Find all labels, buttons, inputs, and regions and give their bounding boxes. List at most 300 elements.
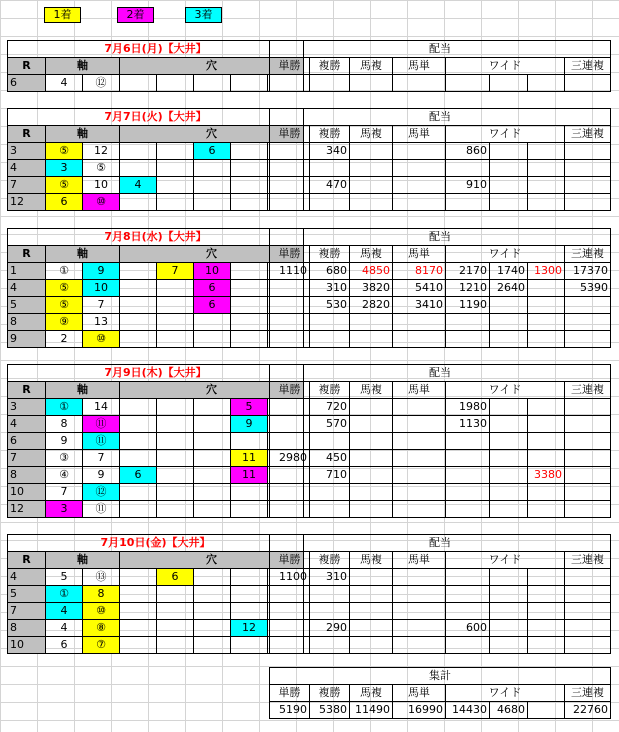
payout-cell [528,620,565,637]
hole-pick-cell [120,501,157,518]
hole-pick-cell [231,331,268,348]
payout-header: 単勝 [270,382,310,399]
payout-row [270,484,611,501]
payout-header: 馬単 [393,58,446,75]
hole-pick-cell [231,586,268,603]
race-row [8,501,304,518]
payout-header: 三連複 [565,246,611,263]
payout-cell [393,143,446,160]
payout-cell [565,314,611,331]
payout-cell: 290 [310,620,350,637]
hole-pick-cell: 9 [231,416,268,433]
payout-cell: 470 [310,177,350,194]
axis-pick-cell: 7 [83,450,120,467]
hole-pick-cell [231,160,268,177]
axis-pick-cell: 6 [46,637,83,654]
hole-pick-cell [194,484,231,501]
payout-cell [270,143,310,160]
payout-header: 複勝 [310,382,350,399]
payout-header: 単勝 [270,246,310,263]
payout-header: 馬単 [393,382,446,399]
payout-cell [350,569,393,586]
payout-cell [310,501,350,518]
payout-cell [528,297,565,314]
payout-cell [310,586,350,603]
payout-cell [393,484,446,501]
race-number: 1 [8,263,46,280]
payout-cell [270,314,310,331]
race-row [8,433,304,450]
payout-cell [350,177,393,194]
payout-cell [393,620,446,637]
payout-cell [270,297,310,314]
axis-pick-cell: ③ [46,450,83,467]
axis-pick-cell: 8 [83,586,120,603]
payout-cell [446,586,490,603]
payout-row [270,637,611,654]
payout-header: 単勝 [270,552,310,569]
totals-header: 馬単 [393,685,446,702]
axis-pick-cell: 3 [46,160,83,177]
payout-cell [270,75,310,92]
payout-cell [565,467,611,484]
payout-cell [350,143,393,160]
race-number: 7 [8,450,46,467]
hole-pick-cell [231,569,268,586]
hole-pick-cell: 6 [194,297,231,314]
payout-cell [490,194,528,211]
hole-pick-cell [194,314,231,331]
payout-row [270,177,611,194]
legend-first: 1着 [44,7,81,23]
hole-pick-cell [157,194,194,211]
col-header-r: R [8,246,46,263]
payout-cell [350,484,393,501]
payout-cell [528,331,565,348]
payout-cell: 720 [310,399,350,416]
hole-pick-cell [194,160,231,177]
hole-pick-cell [120,297,157,314]
payout-cell [270,160,310,177]
payout-cell: 3380 [528,467,565,484]
race-number: 12 [8,194,46,211]
payout-cell: 1740 [490,263,528,280]
payout-cell [446,314,490,331]
race-row [8,399,304,416]
payout-cell [310,637,350,654]
payout-cell [565,297,611,314]
payout-cell [565,177,611,194]
payout-cell [565,433,611,450]
hole-pick-cell [157,297,194,314]
payout-cell: 2820 [350,297,393,314]
payout-cell [310,314,350,331]
axis-pick-cell: 2 [46,331,83,348]
payout-cell [446,160,490,177]
payout-header: 馬複 [350,58,393,75]
payout-cell [270,280,310,297]
race-row [8,194,304,211]
payout-cell [446,194,490,211]
race-row [8,416,304,433]
payout-header: 三連複 [565,552,611,569]
hole-pick-cell [231,501,268,518]
payout-cell [490,314,528,331]
axis-pick-cell: ⑤ [46,297,83,314]
payout-cell [393,416,446,433]
payout-cell [565,501,611,518]
axis-pick-cell: ⑨ [46,314,83,331]
payout-cell: 310 [310,280,350,297]
hole-pick-cell: 6 [194,143,231,160]
payout-cell [490,331,528,348]
payout-cell [528,280,565,297]
totals-title: 集計 [270,668,611,685]
totals-cell: 16990 [393,702,446,719]
payout-cell [310,75,350,92]
payout-cell [528,399,565,416]
race-number: 4 [8,280,46,297]
payout-row [270,143,611,160]
hole-pick-cell [120,637,157,654]
payout-cell [490,450,528,467]
day-title: 7月6日(月)【大井】 [8,41,304,58]
payout-cell [393,433,446,450]
col-header-r: R [8,552,46,569]
totals-header: 馬複 [350,685,393,702]
totals-cell: 4680 [490,702,528,719]
hole-pick-cell [120,416,157,433]
payout-header: ワイド [446,58,565,75]
hole-pick-cell [157,433,194,450]
col-header-axis: 軸 [46,126,120,143]
hole-pick-cell [157,160,194,177]
payout-cell: 1210 [446,280,490,297]
hole-pick-cell [194,569,231,586]
payout-cell [565,637,611,654]
payout-row [270,399,611,416]
payout-cell [270,433,310,450]
payout-cell [393,467,446,484]
payout-cell [393,194,446,211]
payout-cell: 1300 [528,263,565,280]
axis-pick-cell: 9 [83,467,120,484]
hole-pick-cell [120,160,157,177]
payout-row [270,194,611,211]
payout-cell [393,450,446,467]
payout-cell [310,194,350,211]
payout-cell [310,603,350,620]
payout-row [270,467,611,484]
payout-cell [270,620,310,637]
hole-pick-cell [120,263,157,280]
payout-cell [528,586,565,603]
hole-pick-cell [194,603,231,620]
axis-pick-cell: 10 [83,280,120,297]
day-title: 7月8日(水)【大井】 [8,229,304,246]
payout-cell [310,433,350,450]
payout-cell: 1130 [446,416,490,433]
payout-cell [270,467,310,484]
payout-cell [350,467,393,484]
payout-cell [490,620,528,637]
axis-pick-cell: ⑪ [83,416,120,433]
hole-pick-cell [120,586,157,603]
payout-cell [350,603,393,620]
payout-cell [350,194,393,211]
payout-cell: 2170 [446,263,490,280]
col-header-hole: 穴 [120,246,304,263]
payout-cell [270,177,310,194]
payout-cell [350,637,393,654]
hole-pick-cell [120,399,157,416]
payout-cell [350,160,393,177]
payout-cell [565,569,611,586]
payout-cell [393,586,446,603]
col-header-axis: 軸 [46,58,120,75]
payout-row [270,603,611,620]
payout-cell [565,75,611,92]
hole-pick-cell [194,501,231,518]
hole-pick-cell [194,416,231,433]
payout-cell [270,331,310,348]
axis-pick-cell: 5 [46,569,83,586]
col-header-hole: 穴 [120,382,304,399]
payout-table [269,228,611,348]
payout-cell [528,433,565,450]
payout-cell [270,637,310,654]
payout-header: 複勝 [310,126,350,143]
payout-row [270,263,611,280]
race-row [8,620,304,637]
payout-row [270,75,611,92]
hole-pick-cell [194,331,231,348]
hole-pick-cell [157,586,194,603]
hole-pick-cell [194,450,231,467]
payout-cell [350,314,393,331]
totals-header: 複勝 [310,685,350,702]
race-row [8,177,304,194]
payout-cell [528,416,565,433]
payout-row [270,501,611,518]
payout-table [269,534,611,654]
hole-pick-cell [157,177,194,194]
axis-pick-cell: ⑩ [83,194,120,211]
col-header-r: R [8,126,46,143]
col-header-axis: 軸 [46,552,120,569]
payout-cell [528,314,565,331]
col-header-r: R [8,58,46,75]
payout-cell: 8170 [393,263,446,280]
payout-header: 三連複 [565,382,611,399]
payout-cell [490,586,528,603]
payout-row [270,297,611,314]
hole-pick-cell [157,331,194,348]
payout-cell [490,177,528,194]
payout-header: 馬単 [393,126,446,143]
race-row [8,586,304,603]
payout-cell: 1100 [270,569,310,586]
payout-cell [446,501,490,518]
payout-cell [490,75,528,92]
payout-cell [393,501,446,518]
payout-cell [446,603,490,620]
payout-cell [446,569,490,586]
payout-cell [393,399,446,416]
hole-pick-cell [157,314,194,331]
payout-cell [528,450,565,467]
axis-pick-cell: 4 [46,75,83,92]
day-title: 7月9日(木)【大井】 [8,365,304,382]
axis-pick-cell: 10 [83,177,120,194]
race-number: 7 [8,177,46,194]
payout-title: 配当 [270,229,611,246]
payout-cell [310,484,350,501]
payout-cell: 310 [310,569,350,586]
hole-pick-cell [194,177,231,194]
totals-cell: 11490 [350,702,393,719]
payout-cell [528,177,565,194]
axis-pick-cell: ⑤ [46,280,83,297]
hole-pick-cell [120,484,157,501]
payout-cell [446,467,490,484]
race-number: 10 [8,637,46,654]
race-number: 5 [8,297,46,314]
totals-cell: 14430 [446,702,490,719]
day-title: 7月7日(火)【大井】 [8,109,304,126]
payout-cell [350,433,393,450]
race-number: 10 [8,484,46,501]
hole-pick-cell [231,75,268,92]
race-row [8,297,304,314]
race-row [8,569,304,586]
payout-cell [446,433,490,450]
payout-row [270,331,611,348]
hole-pick-cell [231,143,268,160]
col-header-hole: 穴 [120,126,304,143]
race-number: 7 [8,603,46,620]
payout-cell [446,450,490,467]
hole-pick-cell [157,416,194,433]
payout-cell [565,194,611,211]
race-number: 4 [8,416,46,433]
payout-cell [350,620,393,637]
payout-cell: 680 [310,263,350,280]
hole-pick-cell [231,637,268,654]
hole-pick-cell [157,280,194,297]
payout-cell: 1980 [446,399,490,416]
axis-pick-cell: ⑤ [46,177,83,194]
payout-cell [528,637,565,654]
payout-header: ワイド [446,552,565,569]
axis-pick-cell: ⑧ [83,620,120,637]
payout-cell: 5410 [393,280,446,297]
hole-pick-cell [120,603,157,620]
payout-header: 複勝 [310,552,350,569]
hole-pick-cell [231,314,268,331]
payout-cell [270,501,310,518]
hole-pick-cell [194,637,231,654]
payout-cell: 450 [310,450,350,467]
payout-cell [350,416,393,433]
hole-pick-cell [194,399,231,416]
payout-cell: 530 [310,297,350,314]
race-row [8,280,304,297]
hole-pick-cell: 12 [231,620,268,637]
hole-pick-cell [194,194,231,211]
payout-cell: 570 [310,416,350,433]
totals-cell: 22760 [565,702,611,719]
payout-header: ワイド [446,382,565,399]
totals-header: 単勝 [270,685,310,702]
payout-header: 馬単 [393,246,446,263]
col-header-axis: 軸 [46,382,120,399]
hole-pick-cell [231,297,268,314]
payout-cell [393,75,446,92]
payout-cell [490,160,528,177]
payout-cell [270,484,310,501]
race-row [8,160,304,177]
col-header-r: R [8,382,46,399]
payout-cell: 600 [446,620,490,637]
race-row [8,603,304,620]
payout-cell [490,416,528,433]
race-picks-table [7,228,304,348]
axis-pick-cell: ⑫ [83,484,120,501]
hole-pick-cell [231,484,268,501]
payout-cell [565,603,611,620]
payout-cell [350,586,393,603]
axis-pick-cell: ⑫ [83,75,120,92]
race-number: 6 [8,75,46,92]
race-number: 6 [8,433,46,450]
axis-pick-cell: ⑪ [83,433,120,450]
hole-pick-cell [231,603,268,620]
race-number: 4 [8,569,46,586]
payout-cell [565,160,611,177]
payout-cell: 3820 [350,280,393,297]
payout-table [269,40,611,92]
payout-cell [270,416,310,433]
axis-pick-cell: ④ [46,467,83,484]
axis-pick-cell: ⑤ [83,160,120,177]
hole-pick-cell [157,501,194,518]
race-number: 9 [8,331,46,348]
payout-header: 馬複 [350,246,393,263]
payout-cell [446,484,490,501]
payout-row [270,620,611,637]
payout-header: 馬単 [393,552,446,569]
race-picks-table [7,108,304,211]
hole-pick-cell [157,603,194,620]
payout-cell [393,160,446,177]
payout-table [269,364,611,518]
payout-cell [270,603,310,620]
payout-cell [446,637,490,654]
axis-pick-cell: 7 [46,484,83,501]
payout-row [270,569,611,586]
payout-cell [528,603,565,620]
hole-pick-cell [157,637,194,654]
hole-pick-cell [231,433,268,450]
payout-row [270,586,611,603]
axis-pick-cell: ⑤ [46,143,83,160]
payout-row [270,416,611,433]
payout-cell: 2980 [270,450,310,467]
hole-pick-cell [194,75,231,92]
race-row [8,314,304,331]
payout-cell: 860 [446,143,490,160]
